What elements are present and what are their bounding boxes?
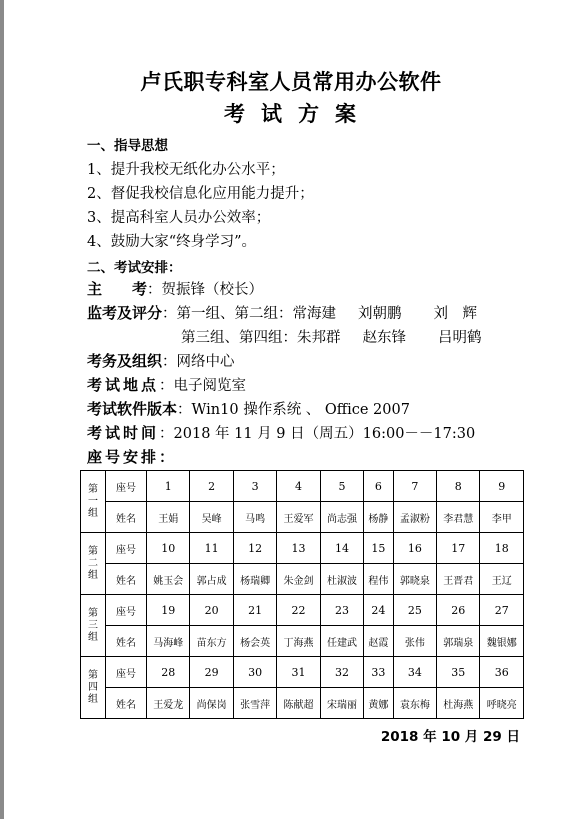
student-name-cell: 郭晓泉 bbox=[393, 564, 436, 595]
examiner-value: ：贺振锋（校长） bbox=[147, 282, 264, 298]
table-row bbox=[81, 595, 524, 626]
proctor-row-1 bbox=[87, 302, 477, 323]
seat-number-cell: 12 bbox=[233, 533, 276, 564]
seat-number-cell: 8 bbox=[437, 471, 480, 502]
student-name-cell: 郭占成 bbox=[190, 564, 233, 595]
seat-number-cell: 13 bbox=[277, 533, 320, 564]
name-header-cell: 姓名 bbox=[106, 688, 147, 719]
student-name-cell: 任建武 bbox=[320, 626, 363, 657]
student-name-cell: 杨静 bbox=[364, 502, 393, 533]
location-row bbox=[87, 374, 246, 395]
student-name-cell: 王晋君 bbox=[437, 564, 480, 595]
seat-number-cell: 22 bbox=[277, 595, 320, 626]
student-name-cell: 李甲 bbox=[480, 502, 524, 533]
group-name: 第四组 bbox=[88, 669, 98, 705]
proctor-name: 刘朝鹏 bbox=[358, 306, 402, 322]
student-name-cell: 呼晓亮 bbox=[480, 688, 524, 719]
section1-heading: 一、指导思想 bbox=[87, 138, 168, 154]
student-name-cell: 尚保岗 bbox=[190, 688, 233, 719]
seat-number-cell: 1 bbox=[147, 471, 190, 502]
seat-number-cell: 11 bbox=[190, 533, 233, 564]
table-row bbox=[81, 564, 524, 595]
seat-number-cell: 27 bbox=[480, 595, 524, 626]
group-label bbox=[81, 595, 106, 657]
seat-number-cell: 17 bbox=[437, 533, 480, 564]
seat-number-cell: 30 bbox=[233, 657, 276, 688]
proctor-name: 赵东锋 bbox=[362, 330, 406, 346]
student-name-cell: 王娟 bbox=[147, 502, 190, 533]
software-label: 考试软件版本 bbox=[87, 400, 178, 418]
seat-number-cell: 21 bbox=[233, 595, 276, 626]
seat-number-cell: 25 bbox=[393, 595, 436, 626]
table-row bbox=[81, 626, 524, 657]
name-header-cell: 姓名 bbox=[106, 502, 147, 533]
seat-number-cell: 33 bbox=[364, 657, 393, 688]
student-name-cell: 张伟 bbox=[393, 626, 436, 657]
student-name-cell: 宋瑞丽 bbox=[320, 688, 363, 719]
student-name-cell: 马鸣 bbox=[233, 502, 276, 533]
table-row bbox=[81, 502, 524, 533]
seat-number-cell: 31 bbox=[277, 657, 320, 688]
seat-number-cell: 6 bbox=[364, 471, 393, 502]
guideline-item-3: 3、提高科室人员办公效率； bbox=[87, 210, 271, 226]
seat-number-cell: 18 bbox=[480, 533, 524, 564]
group-label bbox=[81, 471, 106, 533]
seat-table bbox=[80, 470, 524, 719]
software-value: ：Win10 操作系统 、 Office 2007 bbox=[177, 402, 410, 418]
affairs-row bbox=[87, 350, 235, 371]
location-value: ：电子阅览室 bbox=[159, 378, 247, 394]
section2-heading: 二、考试安排： bbox=[87, 260, 182, 276]
student-name-cell: 王辽 bbox=[480, 564, 524, 595]
seat-number-cell: 14 bbox=[320, 533, 363, 564]
table-row bbox=[81, 533, 524, 564]
seat-header-cell: 座号 bbox=[106, 595, 147, 626]
student-name-cell: 姚玉会 bbox=[147, 564, 190, 595]
student-name-cell: 孟淑粉 bbox=[393, 502, 436, 533]
document-title-line1: 卢氏职专科室人员常用办公软件 bbox=[140, 69, 442, 94]
examiner-row bbox=[87, 278, 263, 299]
proctor-name: 朱邦群 bbox=[297, 330, 341, 346]
seat-number-cell: 4 bbox=[277, 471, 320, 502]
seat-number-cell: 32 bbox=[320, 657, 363, 688]
name-header-cell: 姓名 bbox=[106, 564, 147, 595]
table-row bbox=[81, 471, 524, 502]
proctor-name: 常海建 bbox=[292, 306, 337, 322]
group-name: 第三组 bbox=[88, 607, 98, 643]
guideline-item-4: 4、鼓励大家“终身学习”。 bbox=[87, 234, 257, 250]
seat-number-cell: 24 bbox=[364, 595, 393, 626]
seat-number-cell: 29 bbox=[190, 657, 233, 688]
seat-header-cell: 座号 bbox=[106, 657, 147, 688]
student-name-cell: 魏银娜 bbox=[480, 626, 524, 657]
seating-label: 座号安排 bbox=[87, 448, 160, 466]
document-date: 2018 年 10 月 29 日 bbox=[380, 729, 520, 745]
examiner-label: 主 考 bbox=[87, 280, 148, 298]
seat-number-cell: 34 bbox=[393, 657, 436, 688]
seat-number-cell: 36 bbox=[480, 657, 524, 688]
guideline-item-1: 1、提升我校无纸化办公水平； bbox=[87, 162, 285, 178]
table-row bbox=[81, 657, 524, 688]
student-name-cell: 苗东方 bbox=[190, 626, 233, 657]
student-name-cell: 李君慧 bbox=[437, 502, 480, 533]
seat-number-cell: 23 bbox=[320, 595, 363, 626]
guideline-item-2: 2、督促我校信息化应用能力提升； bbox=[87, 186, 314, 202]
seat-number-cell: 26 bbox=[437, 595, 480, 626]
table-row bbox=[81, 688, 524, 719]
student-name-cell: 杜海燕 bbox=[437, 688, 480, 719]
location-label: 考试地点 bbox=[87, 376, 160, 394]
group-label bbox=[81, 657, 106, 719]
student-name-cell: 黄娜 bbox=[364, 688, 393, 719]
student-name-cell: 马海峰 bbox=[147, 626, 190, 657]
student-name-cell: 郭瑞泉 bbox=[437, 626, 480, 657]
group-name: 第二组 bbox=[88, 545, 98, 581]
seat-number-cell: 9 bbox=[480, 471, 524, 502]
student-name-cell: 张雪萍 bbox=[233, 688, 276, 719]
time-value: ：2018 年 11 月 9 日（周五）16:00－－17:30 bbox=[159, 426, 476, 442]
software-row bbox=[87, 398, 410, 419]
proctor-groups-2: 第三组、第四组： bbox=[181, 330, 297, 346]
seat-number-cell: 5 bbox=[320, 471, 363, 502]
seat-number-cell: 7 bbox=[393, 471, 436, 502]
seating-colon: ： bbox=[159, 448, 175, 466]
student-name-cell: 王爱龙 bbox=[147, 688, 190, 719]
proctor-name: 吕明鹤 bbox=[438, 330, 482, 346]
student-name-cell: 尚志强 bbox=[320, 502, 363, 533]
seat-number-cell: 10 bbox=[147, 533, 190, 564]
student-name-cell: 朱金剑 bbox=[277, 564, 320, 595]
affairs-value: ：网络中心 bbox=[162, 354, 235, 370]
student-name-cell: 袁东梅 bbox=[393, 688, 436, 719]
seat-number-cell: 35 bbox=[437, 657, 480, 688]
student-name-cell: 杜淑波 bbox=[320, 564, 363, 595]
affairs-label: 考务及组织 bbox=[87, 352, 163, 370]
proctor-groups-1: ：第一组、第二组： bbox=[162, 306, 293, 322]
seat-number-cell: 19 bbox=[147, 595, 190, 626]
name-header-cell: 姓名 bbox=[106, 626, 147, 657]
student-name-cell: 杨瑞卿 bbox=[233, 564, 276, 595]
student-name-cell: 程伟 bbox=[364, 564, 393, 595]
seat-number-cell: 28 bbox=[147, 657, 190, 688]
student-name-cell: 吴峰 bbox=[190, 502, 233, 533]
seat-header-cell: 座号 bbox=[106, 533, 147, 564]
document-title-line2: 考试方案 bbox=[224, 101, 372, 126]
proctor-name: 刘 辉 bbox=[433, 306, 478, 322]
student-name-cell: 王爱军 bbox=[277, 502, 320, 533]
student-name-cell: 杨会英 bbox=[233, 626, 276, 657]
seat-number-cell: 16 bbox=[393, 533, 436, 564]
seat-number-cell: 15 bbox=[364, 533, 393, 564]
seat-number-cell: 20 bbox=[190, 595, 233, 626]
student-name-cell: 赵霞 bbox=[364, 626, 393, 657]
group-name: 第一组 bbox=[88, 483, 98, 519]
seating-row bbox=[87, 446, 174, 467]
proctor-label: 监考及评分 bbox=[87, 304, 163, 322]
proctor-row-2 bbox=[181, 326, 482, 347]
seat-header-cell: 座号 bbox=[106, 471, 147, 502]
time-row bbox=[87, 422, 475, 443]
student-name-cell: 陈献超 bbox=[277, 688, 320, 719]
seat-number-cell: 3 bbox=[233, 471, 276, 502]
seat-number-cell: 2 bbox=[190, 471, 233, 502]
student-name-cell: 丁海燕 bbox=[277, 626, 320, 657]
time-label: 考试时间 bbox=[87, 424, 160, 442]
group-label bbox=[81, 533, 106, 595]
